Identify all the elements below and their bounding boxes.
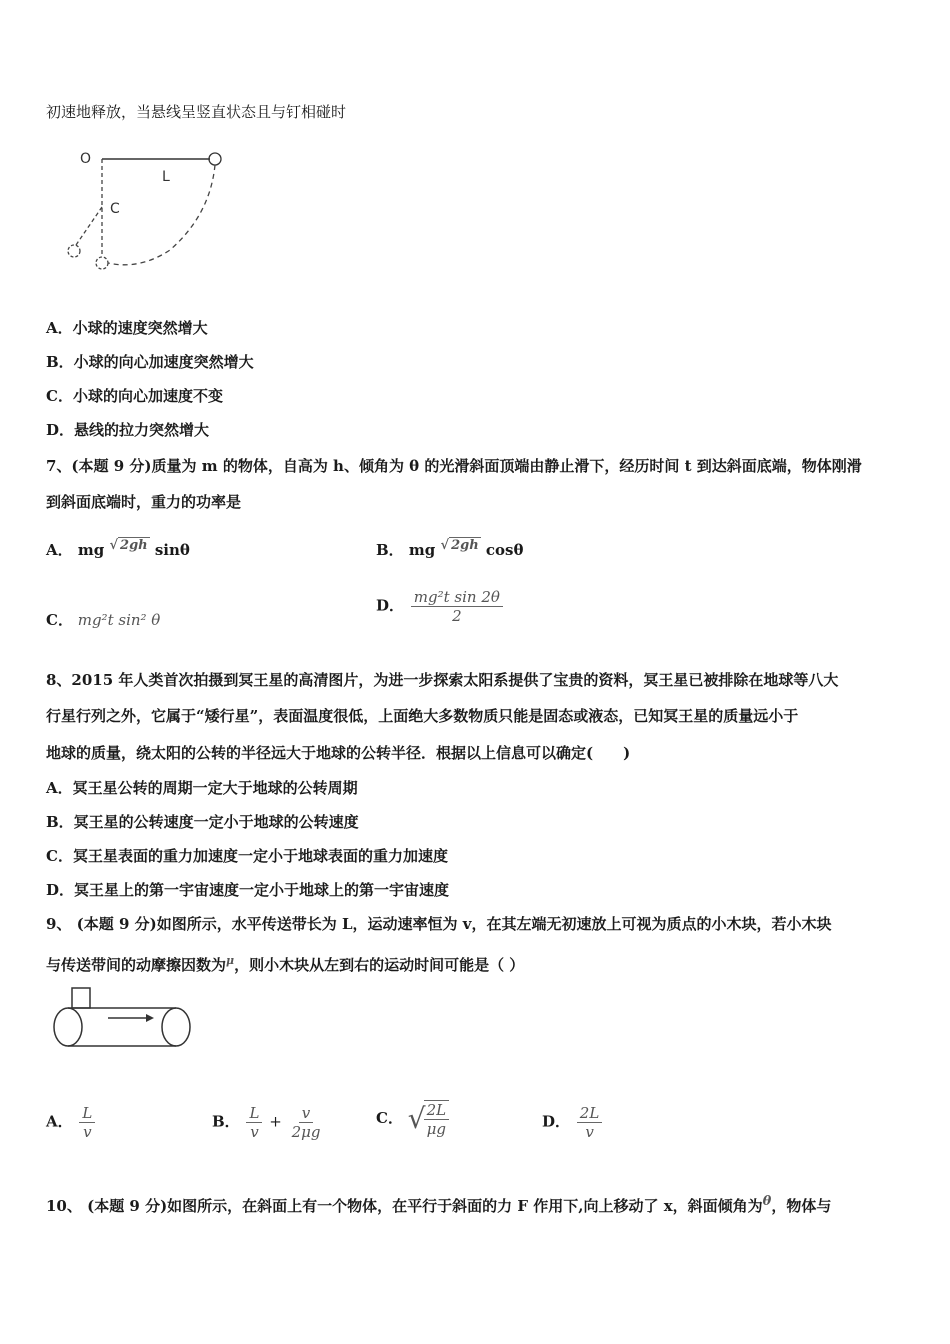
pendulum-figure [60,145,240,275]
q9-option-c [376,1100,451,1138]
q9-line2-pre: 与传送带间的动摩擦因数为 [46,956,227,974]
q7-c-expr: mg²t sin² θ [77,611,161,629]
q6-option-c: C．小球的向心加速度不变 [46,387,223,405]
q7-option-c [46,610,160,630]
q7-b-post: cosθ [485,541,524,559]
q9-b-den1: v [250,1123,259,1141]
q9-d-label: D． [542,1112,571,1131]
q6-option-a: A．小球的速度突然增大 [46,319,208,337]
q9-b-den2: 2μg [291,1123,321,1141]
q7-d-num: mg²t sin 2θ [411,588,503,607]
q7-option-a [46,536,190,560]
q9-option-b [212,1104,325,1141]
q7-line2: 到斜面底端时，重力的功率是 [46,493,242,511]
q9-b-frac2 [289,1104,324,1141]
q9-c-sqrt-icon: √ [407,1102,426,1135]
q9-c-frac [424,1100,450,1138]
q7-b-sqrt: √ 2gh [440,538,479,553]
q9-option-a [46,1104,97,1141]
q7-option-b [376,536,524,560]
q7-a-label: A． [46,541,73,559]
q9-b-num2: v [299,1104,313,1123]
q9-c-num: 2L [424,1101,450,1120]
q9-c-label: C． [376,1109,403,1127]
q7-a-post: sinθ [154,541,190,559]
q9-line2 [46,951,524,975]
q10-line1-pre: 10、 (本题 9 分)如图所示，在斜面上有一个物体，在平行于斜面的力 F 作用下,向上移动了 x，斜面倾角为 [46,1197,763,1215]
q7-a-pre: mg [77,541,105,559]
q10-theta: θ [762,1194,772,1209]
q10-line1 [46,1192,831,1216]
q8-option-b: B．冥王星的公转速度一定小于地球的公转速度 [46,813,359,831]
q8-option-d: D．冥王星上的第一宇宙速度一定小于地球上的第一宇宙速度 [46,881,450,899]
q8-line1: 8、2015 年人类首次拍摄到冥王星的高清图片，为进一步探索太阳系提供了宝贵的资料，冥王星已被排除在地球等八大 [46,671,839,689]
q9-a-num: L [79,1104,95,1123]
q7-line1: 7、(本题 9 分)质量为 m 的物体，自高为 h、倾角为 θ 的光滑斜面顶端由静止滑下，经历时间 t 到达斜面底端，物体刚滑 [46,457,862,475]
q9-b-frac1 [246,1104,262,1141]
q9-d-den: v [585,1123,594,1141]
q9-b-num1: L [246,1104,262,1123]
q6-option-b: B．小球的向心加速度突然增大 [46,353,254,371]
q9-d-frac [577,1104,603,1141]
q7-d-label: D． [376,596,405,615]
q7-d-frac [411,588,503,625]
q8-line3: 地球的质量，绕太阳的公转的半径远大于地球的公转半径．根据以上信息可以确定( ) [46,744,631,762]
label-o: O [80,151,92,167]
q9-line1: 9、 (本题 9 分)如图所示，水平传送带长为 L，运动速率恒为 v，在其左端无初速放上可视为质点的小木块，若小木块 [46,915,832,933]
q7-a-rad: 2gh [120,538,148,553]
q7-b-label: B． [376,541,404,559]
conveyor-figure [50,986,200,1052]
q8-option-c: C．冥王星表面的重力加速度一定小于地球表面的重力加速度 [46,847,448,865]
q9-a-den: v [83,1123,92,1141]
q8-line2: 行星行列之外，它属于“矮行星”，表面温度很低，上面绝大多数物质只能是固态或液态，已知冥王星的质量远小于 [46,707,799,725]
q9-option-d [542,1104,604,1141]
q9-a-label: A． [46,1112,73,1131]
q9-d-num: 2L [577,1104,603,1123]
q6-stem-tail: 初速地释放，当悬线呈竖直状态且与钉相碰时 [46,103,347,121]
q9-line2-post: ，则小木块从左到右的运动时间可能是（ ） [234,956,525,974]
label-c: C [110,201,120,217]
q7-b-rad: 2gh [451,538,479,553]
q9-mu: μ [226,954,235,967]
q7-b-pre: mg [408,541,436,559]
q7-option-d [376,588,505,625]
q9-c-den: μg [426,1120,447,1138]
q7-a-sqrt: √ 2gh [109,538,148,553]
q10-line1-post: ，物体与 [771,1197,832,1215]
q6-option-d: D．悬线的拉力突然增大 [46,421,210,439]
label-l: L [162,169,170,185]
q7-d-den: 2 [452,607,462,625]
q8-option-a: A．冥王星公转的周期一定大于地球的公转周期 [46,779,358,797]
q7-c-label: C． [46,611,73,629]
q9-b-label: B． [212,1112,240,1131]
q9-a-frac [79,1104,95,1141]
q9-b-plus: + [269,1112,282,1131]
